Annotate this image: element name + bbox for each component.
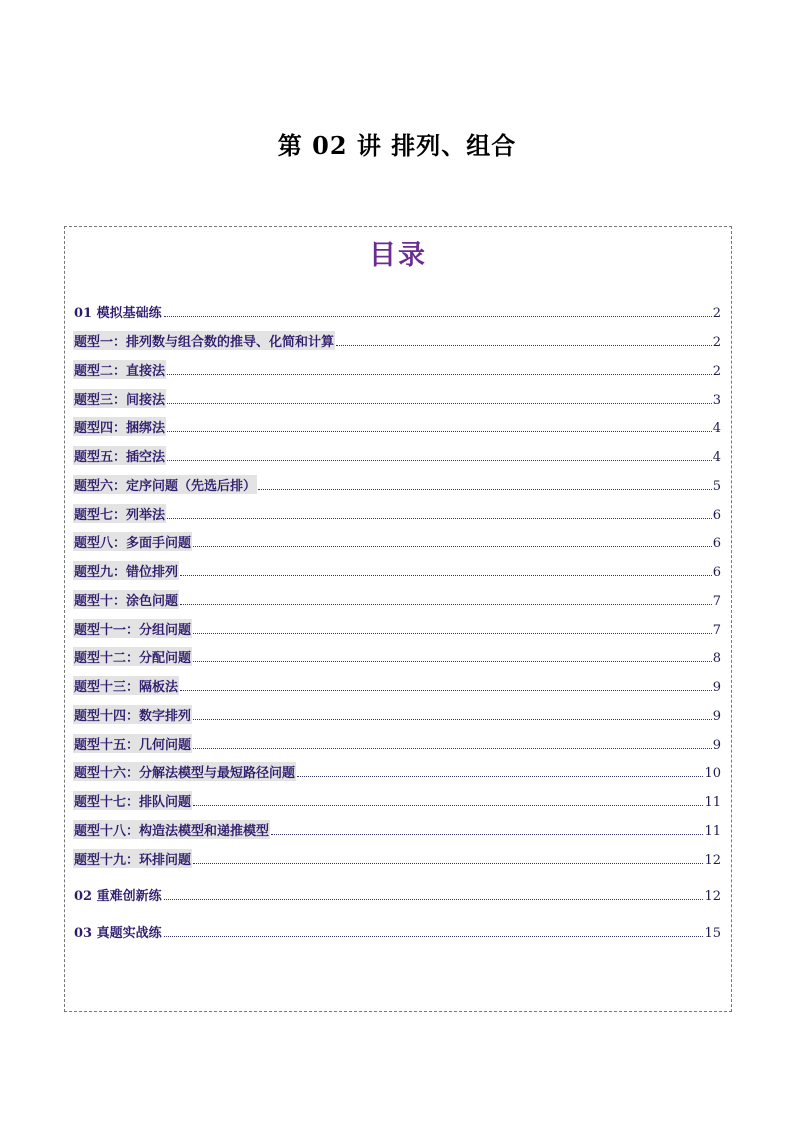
toc-leader-dots (167, 518, 712, 519)
toc-entry-type-10[interactable] (73, 589, 721, 609)
toc-entry-label: 题型十：涂色问题 (73, 590, 179, 609)
toc-page-number: 4 (712, 421, 721, 436)
toc-entry-type-15[interactable] (73, 733, 721, 753)
toc-entry-label: 题型十一：分组问题 (73, 619, 192, 638)
toc-leader-dots (164, 316, 712, 317)
toc-page-number: 3 (712, 393, 721, 408)
toc-leader-dots (180, 604, 712, 605)
toc-entry-type-18[interactable] (73, 819, 721, 839)
toc-page-number: 10 (704, 766, 721, 781)
toc-entry-type-14[interactable] (73, 704, 721, 724)
toc-entry-label: 题型十三：隔板法 (73, 676, 179, 695)
toc-leader-dots (193, 661, 712, 662)
toc-entry-type-9[interactable] (73, 560, 721, 580)
toc-entry-type-4[interactable] (73, 416, 721, 436)
toc-page-number: 4 (712, 450, 721, 465)
toc-entry-difficult-innovation[interactable] (73, 884, 721, 904)
toc-entry-label: 题型六：定序问题（先选后排） (73, 475, 257, 494)
toc-entry-label: 题型十九：环排问题 (73, 849, 192, 868)
toc-entry-type-16[interactable] (73, 761, 721, 781)
toc-leader-dots (180, 690, 712, 691)
toc-page-number: 9 (712, 738, 721, 753)
toc-leader-dots (336, 345, 712, 346)
toc-page-number: 9 (712, 680, 721, 695)
toc-page-number: 12 (704, 889, 721, 904)
toc-page-number: 11 (704, 824, 721, 839)
toc-page-number: 2 (712, 335, 721, 350)
toc-leader-dots (164, 899, 704, 900)
toc-entry-label: 题型九：错位排列 (73, 561, 179, 580)
toc-entry-type-2[interactable] (73, 359, 721, 379)
toc-leader-dots (180, 575, 712, 576)
toc-entry-type-3[interactable] (73, 388, 721, 408)
toc-leader-dots (193, 805, 703, 806)
toc-page-number: 6 (712, 565, 721, 580)
toc-page-number: 11 (704, 795, 721, 810)
toc-leader-dots (167, 403, 712, 404)
toc-page-number: 15 (704, 926, 721, 941)
toc-entry-label: 题型十六：分解法模型与最短路径问题 (73, 762, 296, 781)
toc-entry-type-19[interactable] (73, 848, 721, 868)
toc-leader-dots (193, 719, 712, 720)
toc-entry-type-5[interactable] (73, 445, 721, 465)
toc-leader-dots (258, 489, 712, 490)
toc-leader-dots (297, 776, 703, 777)
toc-entry-label: 01 模拟基础练 (74, 306, 162, 321)
toc-entry-type-1[interactable] (73, 330, 721, 350)
toc-leader-dots (164, 936, 704, 937)
toc-page-number: 2 (712, 364, 721, 379)
toc-page-number: 9 (712, 709, 721, 724)
toc-entry-simulation-basics[interactable] (73, 301, 721, 321)
toc-page-number: 2 (712, 306, 721, 321)
toc-entry-type-13[interactable] (73, 675, 721, 695)
toc-entry-label: 题型七：列举法 (73, 504, 166, 523)
toc-entry-label: 题型八：多面手问题 (73, 532, 192, 551)
toc-entry-type-11[interactable] (73, 618, 721, 638)
toc-leader-dots (193, 633, 712, 634)
table-of-contents (64, 226, 732, 1012)
toc-entry-type-8[interactable] (73, 531, 721, 551)
toc-page-number: 7 (712, 594, 721, 609)
toc-entry-label: 题型十八：构造法模型和递推模型 (73, 820, 270, 839)
toc-entry-type-7[interactable] (73, 503, 721, 523)
toc-entry-label: 题型三：间接法 (73, 389, 166, 408)
toc-entry-label: 题型四：捆绑法 (73, 417, 166, 436)
toc-entry-label: 02 重难创新练 (74, 889, 162, 904)
toc-entry-label: 03 真题实战练 (74, 926, 162, 941)
toc-page-number: 7 (712, 623, 721, 638)
toc-entry-label: 题型一：排列数与组合数的推导、化简和计算 (73, 331, 335, 350)
toc-leader-dots (167, 460, 712, 461)
toc-entry-real-exam-practice[interactable] (73, 921, 721, 941)
toc-leader-dots (167, 431, 712, 432)
toc-entry-type-12[interactable] (73, 646, 721, 666)
toc-leader-dots (271, 834, 703, 835)
toc-entry-label: 题型十五：几何问题 (73, 734, 192, 753)
toc-entry-label: 题型十二：分配问题 (73, 647, 192, 666)
toc-entry-type-17[interactable] (73, 790, 721, 810)
toc-leader-dots (167, 374, 712, 375)
toc-entry-label: 题型二：直接法 (73, 360, 166, 379)
toc-heading: 目录 (369, 240, 427, 271)
toc-page-number: 6 (712, 536, 721, 551)
page-title: 第 02 讲 排列、组合 (277, 131, 517, 160)
toc-page-number: 8 (712, 651, 721, 666)
toc-entry-type-6[interactable] (73, 474, 721, 494)
toc-entry-label: 题型五：插空法 (73, 446, 166, 465)
toc-page-number: 12 (704, 853, 721, 868)
toc-entry-label: 题型十四：数字排列 (73, 705, 192, 724)
toc-page-number: 6 (712, 508, 721, 523)
toc-leader-dots (193, 863, 703, 864)
toc-leader-dots (193, 546, 712, 547)
toc-page-number: 5 (712, 479, 721, 494)
toc-leader-dots (193, 748, 712, 749)
toc-entry-label: 题型十七：排队问题 (73, 791, 192, 810)
